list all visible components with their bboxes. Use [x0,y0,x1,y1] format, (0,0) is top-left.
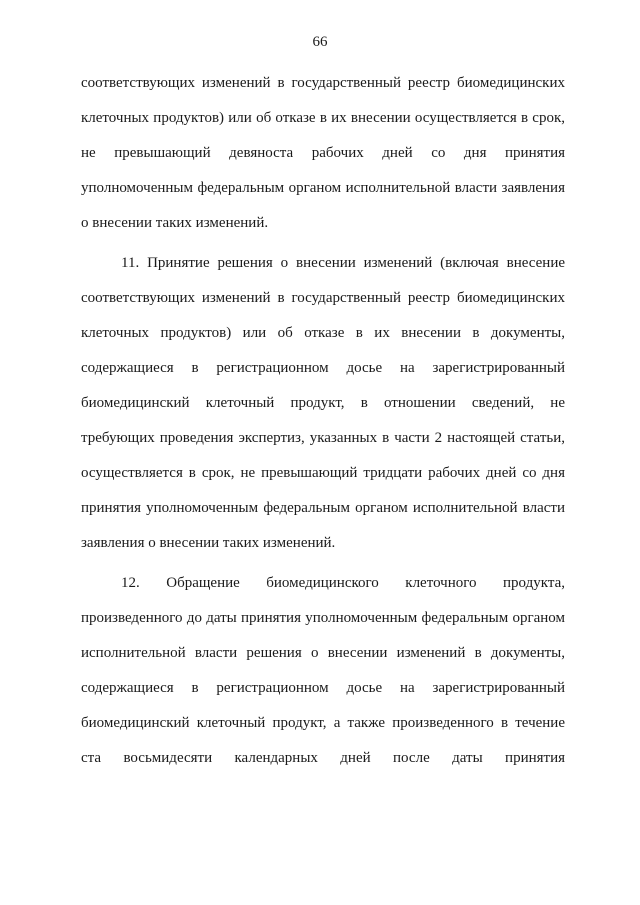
text-line: биомедицинский клеточный продукт, а также произведенного в течение [81,715,565,731]
text-line: уполномоченным федеральным органом исполнительной власти заявления [81,180,565,196]
text-line: принятия уполномоченным федеральным органом исполнительной власти [81,500,565,516]
text-line: ста восьмидесяти календарных дней после даты принятия [81,750,565,766]
text-line: 11. Принятие решения о внесении изменений (включая внесение [121,255,565,271]
text-line: 12. Обращение биомедицинского клеточного продукта, [121,575,565,591]
text-line: исполнительной власти решения о внесении изменений в документы, [81,645,565,661]
text-line: не превышающий девяноста рабочих дней со дня принятия [81,145,565,161]
page-number: 66 [312,34,328,50]
text-line: биомедицинский клеточный продукт, в отношении сведений, не [81,395,565,411]
text-line: содержащиеся в регистрационном досье на зарегистрированный [81,360,565,376]
paragraph-continued [81,66,565,241]
text-line: произведенного до даты принятия уполномоченным федеральным органом [81,610,565,626]
text-line: заявления о внесении таких изменений. [81,535,336,551]
text-line: о внесении таких изменений. [81,215,269,231]
text-line: соответствующих изменений в государственный реестр биомедицинских [81,290,565,306]
text-line: осуществляется в срок, не превышающий тридцати рабочих дней со дня [81,465,565,481]
document-body [81,66,565,776]
text-line: требующих проведения экспертиз, указанных в части 2 настоящей статьи, [81,430,565,446]
text-line: соответствующих изменений в государственный реестр биомедицинских [81,75,565,91]
paragraph-12 [81,566,565,776]
paragraph-11 [81,246,565,561]
text-line: клеточных продуктов) или об отказе в их внесении осуществляется в срок, [81,110,565,126]
text-line: содержащиеся в регистрационном досье на зарегистрированный [81,680,565,696]
text-line: клеточных продуктов) или об отказе в их внесении в документы, [81,325,565,341]
